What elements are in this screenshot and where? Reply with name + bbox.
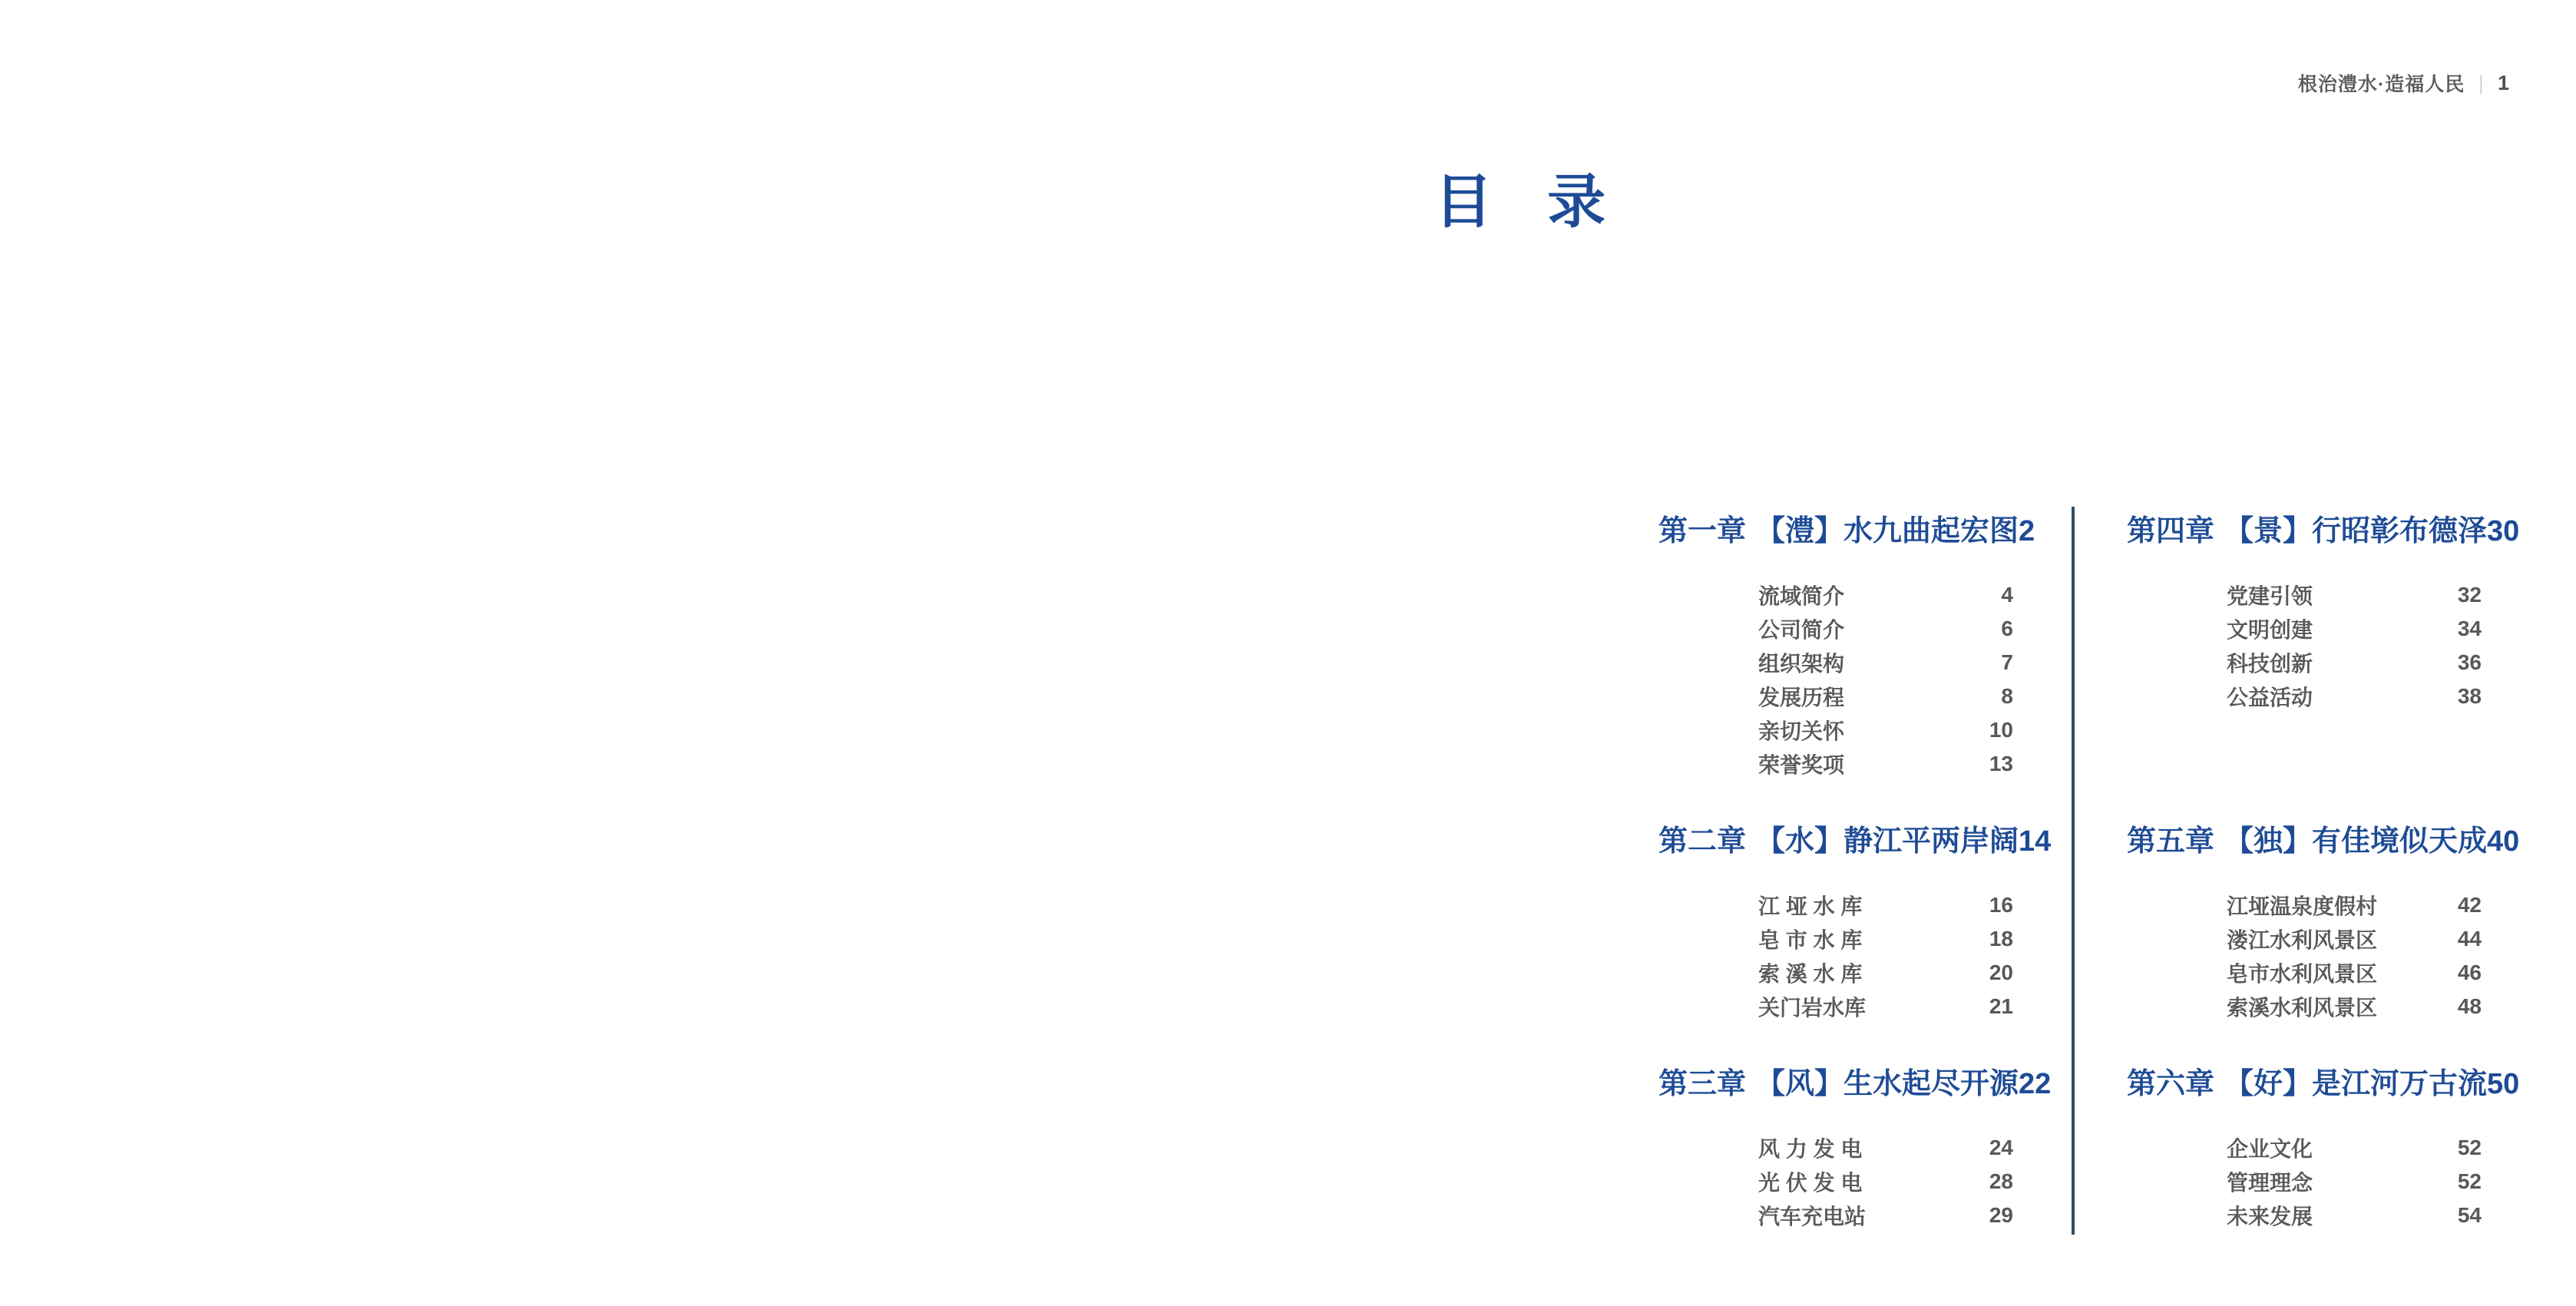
toc-item-page: 8 xyxy=(2001,684,2013,708)
toc-item-link[interactable] xyxy=(2227,990,2482,1023)
chapter-block xyxy=(1658,1066,2052,1232)
toc-item-link[interactable] xyxy=(1758,990,2013,1023)
toc-item-page: 34 xyxy=(2457,617,2482,640)
chapter-number-label: 第五章 xyxy=(2127,825,2215,858)
toc-item-page: 21 xyxy=(1989,994,2013,1018)
chapter-heading-text xyxy=(2127,824,2487,859)
chapter-page-number: 22 xyxy=(2019,1068,2052,1100)
chapter-item-list xyxy=(2127,1131,2485,1232)
toc-item-label: 文明创建 xyxy=(2227,618,2313,642)
chapter-number-label: 第六章 xyxy=(2127,1068,2215,1100)
chapter-heading-text xyxy=(1658,514,2019,549)
toc-item-link[interactable] xyxy=(2227,956,2482,990)
toc-item-page: 52 xyxy=(2457,1169,2482,1193)
chapter-block xyxy=(2127,824,2520,1023)
chapter-title-text: 【景】行昭彰布德泽 xyxy=(2224,515,2488,547)
toc-item-page: 16 xyxy=(1989,893,2013,917)
toc-item-link[interactable] xyxy=(1758,1199,2013,1232)
toc-item-label: 汽车充电站 xyxy=(1758,1205,1867,1228)
toc-item-label: 党建引领 xyxy=(2227,584,2313,608)
header-slogan: 根治澧水·造福人民 xyxy=(2297,74,2465,95)
toc-item-page: 18 xyxy=(1989,927,2013,951)
chapter-block xyxy=(1658,824,2052,1023)
toc-chapter-link[interactable] xyxy=(1658,514,2035,549)
toc-item-page: 44 xyxy=(2457,927,2482,951)
toc-column-right xyxy=(2127,0,2520,1306)
chapter-item-list xyxy=(1658,1131,2016,1232)
chapter-heading-text xyxy=(1658,1066,2019,1102)
column-divider-line xyxy=(2072,507,2075,1235)
header-page-number: 1 xyxy=(2497,71,2509,94)
toc-item-page: 24 xyxy=(1989,1136,2013,1159)
toc-chapter-link[interactable] xyxy=(1658,824,2052,859)
toc-item-label: 企业文化 xyxy=(2227,1137,2313,1161)
toc-item-page: 36 xyxy=(2457,650,2482,674)
toc-item-link[interactable] xyxy=(2227,646,2482,679)
chapter-page-number: 40 xyxy=(2487,825,2520,858)
toc-item-page: 32 xyxy=(2457,583,2482,607)
toc-item-link[interactable] xyxy=(2227,1131,2482,1165)
chapter-title-text: 【好】是江河万古流 xyxy=(2224,1068,2488,1100)
toc-column-left xyxy=(1658,0,2052,1306)
toc-chapter-link[interactable] xyxy=(2127,514,2520,549)
chapter-title-text: 【独】有佳境似天成 xyxy=(2224,825,2488,858)
toc-item-link[interactable] xyxy=(1758,956,2013,990)
toc-item-page: 7 xyxy=(2001,650,2013,674)
toc-item-page: 42 xyxy=(2457,893,2482,917)
toc-item-page: 13 xyxy=(1989,752,2013,775)
chapter-item-list xyxy=(2127,578,2485,713)
toc-item-label: 风 力 发 电 xyxy=(1758,1137,1863,1161)
toc-item-link[interactable] xyxy=(1758,713,2013,747)
chapter-block xyxy=(2127,514,2520,713)
toc-item-link[interactable] xyxy=(2227,679,2482,713)
toc-item-link[interactable] xyxy=(1758,1131,2013,1165)
toc-item-link[interactable] xyxy=(1758,1165,2013,1199)
toc-item-label: 未来发展 xyxy=(2227,1205,2313,1228)
toc-item-label: 皂 市 水 库 xyxy=(1758,928,1863,952)
toc-item-link[interactable] xyxy=(1758,612,2013,646)
toc-item-label: 溇江水利风景区 xyxy=(2227,928,2378,952)
toc-item-label: 组织架构 xyxy=(1758,652,1845,676)
toc-item-link[interactable] xyxy=(1758,578,2013,612)
toc-item-label: 公益活动 xyxy=(2227,686,2313,709)
chapter-heading-text xyxy=(2127,1066,2487,1102)
chapter-page-number: 14 xyxy=(2019,825,2052,858)
toc-item-label: 亲切关怀 xyxy=(1758,719,1845,743)
chapter-block xyxy=(2127,1066,2520,1232)
toc-item-label: 光 伏 发 电 xyxy=(1758,1171,1863,1195)
toc-item-label: 公司简介 xyxy=(1758,618,1845,642)
toc-item-label: 荣誉奖项 xyxy=(1758,753,1845,777)
toc-item-label: 索溪水利风景区 xyxy=(2227,996,2378,1020)
toc-item-link[interactable] xyxy=(2227,1165,2482,1199)
toc-item-page: 52 xyxy=(2457,1136,2482,1159)
toc-item-page: 4 xyxy=(2001,583,2013,607)
toc-item-page: 48 xyxy=(2457,994,2482,1018)
header-separator: | xyxy=(2479,71,2483,94)
toc-chapter-link[interactable] xyxy=(1658,1066,2052,1102)
chapter-number-label: 第三章 xyxy=(1658,1068,1747,1100)
toc-item-link[interactable] xyxy=(2227,612,2482,646)
chapter-item-list xyxy=(1658,578,2016,781)
toc-item-link[interactable] xyxy=(1758,747,2013,781)
toc-item-label: 江垭温泉度假村 xyxy=(2227,894,2378,918)
toc-item-page: 38 xyxy=(2457,684,2482,708)
toc-item-page: 29 xyxy=(1989,1203,2013,1227)
toc-chapter-link[interactable] xyxy=(2127,1066,2520,1102)
toc-item-page: 46 xyxy=(2457,960,2482,984)
toc-item-label: 皂市水利风景区 xyxy=(2227,962,2378,986)
chapter-heading-text xyxy=(2127,514,2487,549)
page-title: 目 录 xyxy=(1434,170,1608,235)
chapter-number-label: 第二章 xyxy=(1658,825,1747,858)
toc-item-label: 科技创新 xyxy=(2227,652,2313,676)
chapter-page-number: 50 xyxy=(2487,1068,2520,1100)
chapter-block xyxy=(1658,514,2035,781)
toc-item-link[interactable] xyxy=(1758,888,2013,922)
chapter-number-label: 第四章 xyxy=(2127,515,2215,547)
toc-item-link[interactable] xyxy=(1758,922,2013,956)
toc-item-page: 54 xyxy=(2457,1203,2482,1227)
toc-chapter-link[interactable] xyxy=(2127,824,2520,859)
toc-item-label: 管理理念 xyxy=(2227,1171,2313,1195)
toc-item-page: 10 xyxy=(1989,718,2013,742)
chapter-item-list xyxy=(1658,888,2016,1023)
toc-item-page: 6 xyxy=(2001,617,2013,640)
toc-item-label: 索 溪 水 库 xyxy=(1758,962,1863,986)
toc-item-link[interactable] xyxy=(2227,922,2482,956)
toc-item-link[interactable] xyxy=(1758,646,2013,679)
toc-item-label: 关门岩水库 xyxy=(1758,996,1867,1020)
toc-item-link[interactable] xyxy=(2227,1199,2482,1232)
chapter-number-label: 第一章 xyxy=(1658,515,1747,547)
chapter-title-text: 【澧】水九曲起宏图 xyxy=(1756,515,2019,547)
toc-item-link[interactable] xyxy=(2227,888,2482,922)
toc-item-label: 流域简介 xyxy=(1758,584,1845,608)
toc-item-page: 20 xyxy=(1989,960,2013,984)
chapter-page-number: 2 xyxy=(2019,515,2035,547)
toc-item-label: 发展历程 xyxy=(1758,686,1845,709)
chapter-page-number: 30 xyxy=(2487,515,2520,547)
toc-item-link[interactable] xyxy=(1758,679,2013,713)
chapter-heading-text xyxy=(1658,824,2019,859)
toc-item-page: 28 xyxy=(1989,1169,2013,1193)
chapter-title-text: 【水】静江平两岸阔 xyxy=(1756,825,2019,858)
chapter-title-text: 【风】生水起尽开源 xyxy=(1756,1068,2019,1100)
toc-item-label: 江 垭 水 库 xyxy=(1758,894,1863,918)
chapter-item-list xyxy=(2127,888,2485,1023)
toc-item-link[interactable] xyxy=(2227,578,2482,612)
